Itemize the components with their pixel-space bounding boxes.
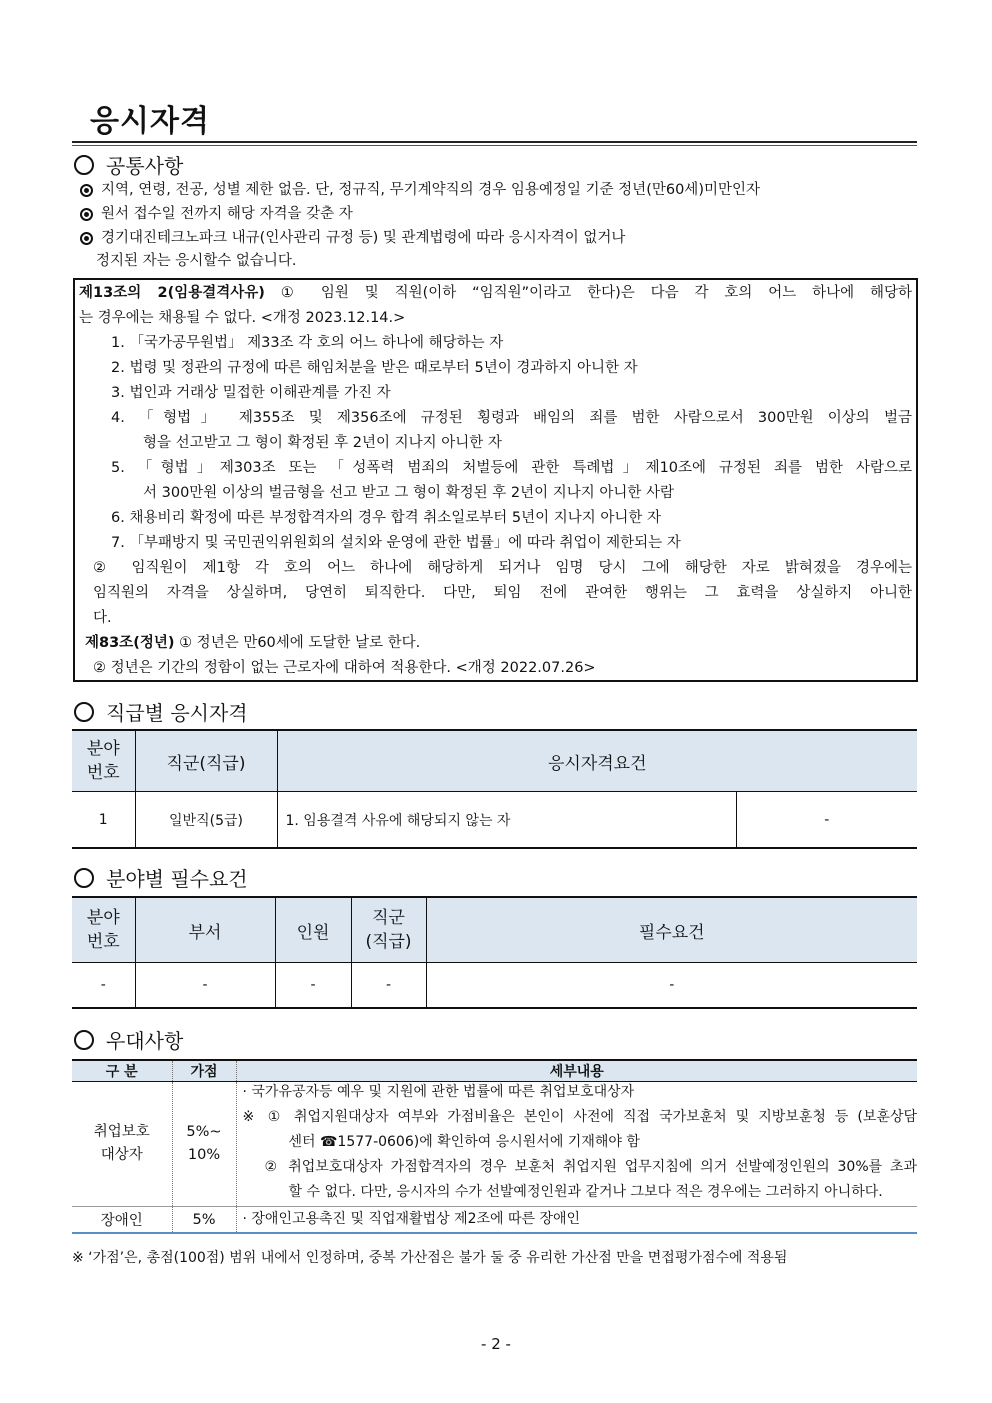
art83-line2: ② 정년은 기간의 정함이 없는 근로자에 대하여 적용한다. <개정 2022.07.26> <box>93 660 596 676</box>
pref-heading-text: 우대사항 <box>106 1029 184 1053</box>
bullet-icon <box>80 232 93 245</box>
art83-p1: ① 정년은 만60세에 도달한 날로 한다. <box>179 635 421 651</box>
bullet-icon <box>80 208 93 221</box>
field-cell-req: - <box>426 963 917 1009</box>
table-row <box>72 963 917 1009</box>
art13-para2-line1: ② 임직원이 제1항 각 호의 어느 하나에 해당하게 되거나 임명 당시 그에 해당한 자로 밝혀졌을 경우에는 <box>93 560 912 576</box>
field-header-count: 인원 <box>275 897 351 963</box>
art13-item-4-cont: 형을 선고받고 그 형이 확정된 후 2년이 지나지 아니한 자 <box>143 435 502 451</box>
table-row <box>72 1207 917 1234</box>
pref-header-detail: 세부내용 <box>236 1060 917 1082</box>
table-row <box>72 792 917 849</box>
bullet-text: 경기대진테크노파크 내규(인사관리 규정 등) 및 관계법령에 따라 응시자격이 없거나 <box>101 230 626 246</box>
art13-item-3: 3. 법인과 거래상 밀접한 이해관계를 가진 자 <box>111 385 391 401</box>
pref-detail-line-4: ② 취업보호대상자 가점합격자의 경우 보훈처 취업지원 업무지침에 의거 선발예정인원의 30%를 초과 <box>264 1158 917 1175</box>
art83-line1 <box>85 632 420 654</box>
field-heading <box>74 863 248 892</box>
field-cell-count: - <box>275 963 351 1009</box>
common-bullet-2 <box>80 203 353 225</box>
grade-header-job: 직군(직급) <box>135 730 277 792</box>
art13-item-4: 4. 「형법」 제355조 및 제356조에 규정된 횡령과 배임의 죄를 범한 사람으로서 300만원 이상의 벌금 <box>111 410 912 426</box>
page-number: - 2 - <box>481 1335 511 1353</box>
art83-title: 제83조(정년) <box>85 635 175 651</box>
pref-cell-detail <box>236 1082 917 1207</box>
grade-cell-req: 1. 임용결격 사유에 해당되지 않는 자 <box>277 792 736 849</box>
grade-header-req: 응시자격요건 <box>277 730 917 792</box>
pref-cell-detail2: · 장애인고용촉진 및 직업재활법상 제2조에 따른 장애인 <box>236 1207 917 1234</box>
art13-para1-line1 <box>79 282 912 304</box>
field-cell-no: - <box>72 963 135 1009</box>
footnote: ※ ‘가점’은, 총점(100점) 범위 내에서 인정하며, 중복 가산점은 불가 둘 중 유리한 가산점 만을 면접평가점수에 적용됨 <box>72 1250 788 1266</box>
field-cell-job: - <box>351 963 426 1009</box>
common-heading <box>74 150 183 179</box>
art13-p1a: ① 임원 및 직원(이하 “임직원”이라고 한다)은 다음 각 호의 어느 하나에 해당하 <box>280 285 912 301</box>
pref-table <box>72 1059 917 1234</box>
pref-heading <box>74 1025 183 1054</box>
pref-cell-cat: 취업보호 대상자 <box>72 1082 172 1207</box>
pref-cell-pts2: 5% <box>172 1207 236 1234</box>
field-header-req: 필수요건 <box>426 897 917 963</box>
art13-para2-line2: 임직원의 자격을 상실하며, 당연히 퇴직한다. 다만, 퇴임 전에 관여한 행위는 그 효력을 상실하지 아니한 <box>93 585 912 601</box>
field-heading-text: 분야별 필수요건 <box>106 867 248 891</box>
pref-cell-pts: 5%~ 10% <box>172 1082 236 1207</box>
pref-header-cat: 구 분 <box>72 1060 172 1082</box>
page-title: 응시자격 <box>90 104 210 139</box>
grade-header-no: 분야 번호 <box>72 730 135 792</box>
art13-para1-line2: 는 경우에는 채용될 수 없다. <개정 2023.12.14.> <box>79 310 406 326</box>
art13-title: 제13조의 2(임용결격사유) <box>79 285 265 301</box>
pref-detail-line-2: ※ ① 취업지원대상자 여부와 가점비율은 본인이 사전에 직접 국가보훈처 및 지방보훈청 등 (보훈상담 <box>242 1108 917 1125</box>
common-bullet-3-cont: 정지된 자는 응시할수 없습니다. <box>96 253 297 269</box>
grade-heading <box>74 697 248 726</box>
pref-detail-line-1: · 국가유공자등 예우 및 지원에 관한 법률에 따른 취업보호대상자 <box>242 1083 635 1100</box>
art13-item-2: 2. 법령 및 정관의 규정에 따른 해임처분을 받은 때로부터 5년이 경과하지 아니한 자 <box>111 360 638 376</box>
field-header-no: 분야 번호 <box>72 897 135 963</box>
circle-bullet-icon <box>74 868 94 888</box>
grade-cell-no: 1 <box>72 792 135 849</box>
title-underline <box>72 141 917 143</box>
grade-table <box>72 729 917 849</box>
art13-para2-line3: 다. <box>93 610 112 626</box>
common-bullet-3 <box>80 227 625 249</box>
art13-item-5-cont: 서 300만원 이상의 벌금형을 선고 받고 그 형이 확정된 후 2년이 지나지 아니한 사람 <box>143 485 675 501</box>
field-header-job: 직군 (직급) <box>351 897 426 963</box>
art13-item-6: 6. 채용비리 확정에 따른 부정합격자의 경우 합격 취소일로부터 5년이 지나지 아니한 자 <box>111 510 661 526</box>
art13-item-1: 1. 「국가공무원법」 제33조 각 호의 어느 하나에 해당하는 자 <box>111 335 504 351</box>
grade-cell-extra: - <box>736 792 917 849</box>
bullet-text: 지역, 연령, 전공, 성별 제한 없음. 단, 정규직, 무기계약직의 경우 임용예정일 기준 정년(만60세)미만인자 <box>101 182 760 198</box>
pref-header-pts: 가점 <box>172 1060 236 1082</box>
regulation-box <box>73 278 918 682</box>
bullet-icon <box>80 184 93 197</box>
art13-item-5: 5. 「형법」제303조 또는 「성폭력 범죄의 처벌등에 관한 특례법」제10조에 규정된 죄를 범한 사람으로 <box>111 460 912 476</box>
grade-heading-text: 직급별 응시자격 <box>106 701 248 725</box>
common-heading-text: 공통사항 <box>106 154 184 178</box>
pref-detail-line-3: 센터 ☎1577-0606)에 확인하여 응시원서에 기재해야 함 <box>288 1133 640 1150</box>
circle-bullet-icon <box>74 155 94 175</box>
common-bullet-1 <box>80 179 760 201</box>
art13-item-7: 7. 「부패방지 및 국민권익위원회의 설치와 운영에 관한 법률」에 따라 취업이 제한되는 자 <box>111 535 681 551</box>
title-underline-thin <box>72 145 917 146</box>
pref-detail-line-5: 할 수 없다. 다만, 응시자의 수가 선발예정인원과 같거나 그보다 적은 경우에는 그러하지 아니하다. <box>288 1183 883 1200</box>
pref-cell-cat2: 장애인 <box>72 1207 172 1234</box>
field-cell-dept: - <box>135 963 275 1009</box>
table-row <box>72 1082 917 1207</box>
circle-bullet-icon <box>74 1030 94 1050</box>
field-header-dept: 부서 <box>135 897 275 963</box>
field-table <box>72 896 917 1009</box>
grade-cell-job: 일반직(5급) <box>135 792 277 849</box>
bullet-text: 원서 접수일 전까지 해당 자격을 갖춘 자 <box>101 206 353 222</box>
circle-bullet-icon <box>74 702 94 722</box>
